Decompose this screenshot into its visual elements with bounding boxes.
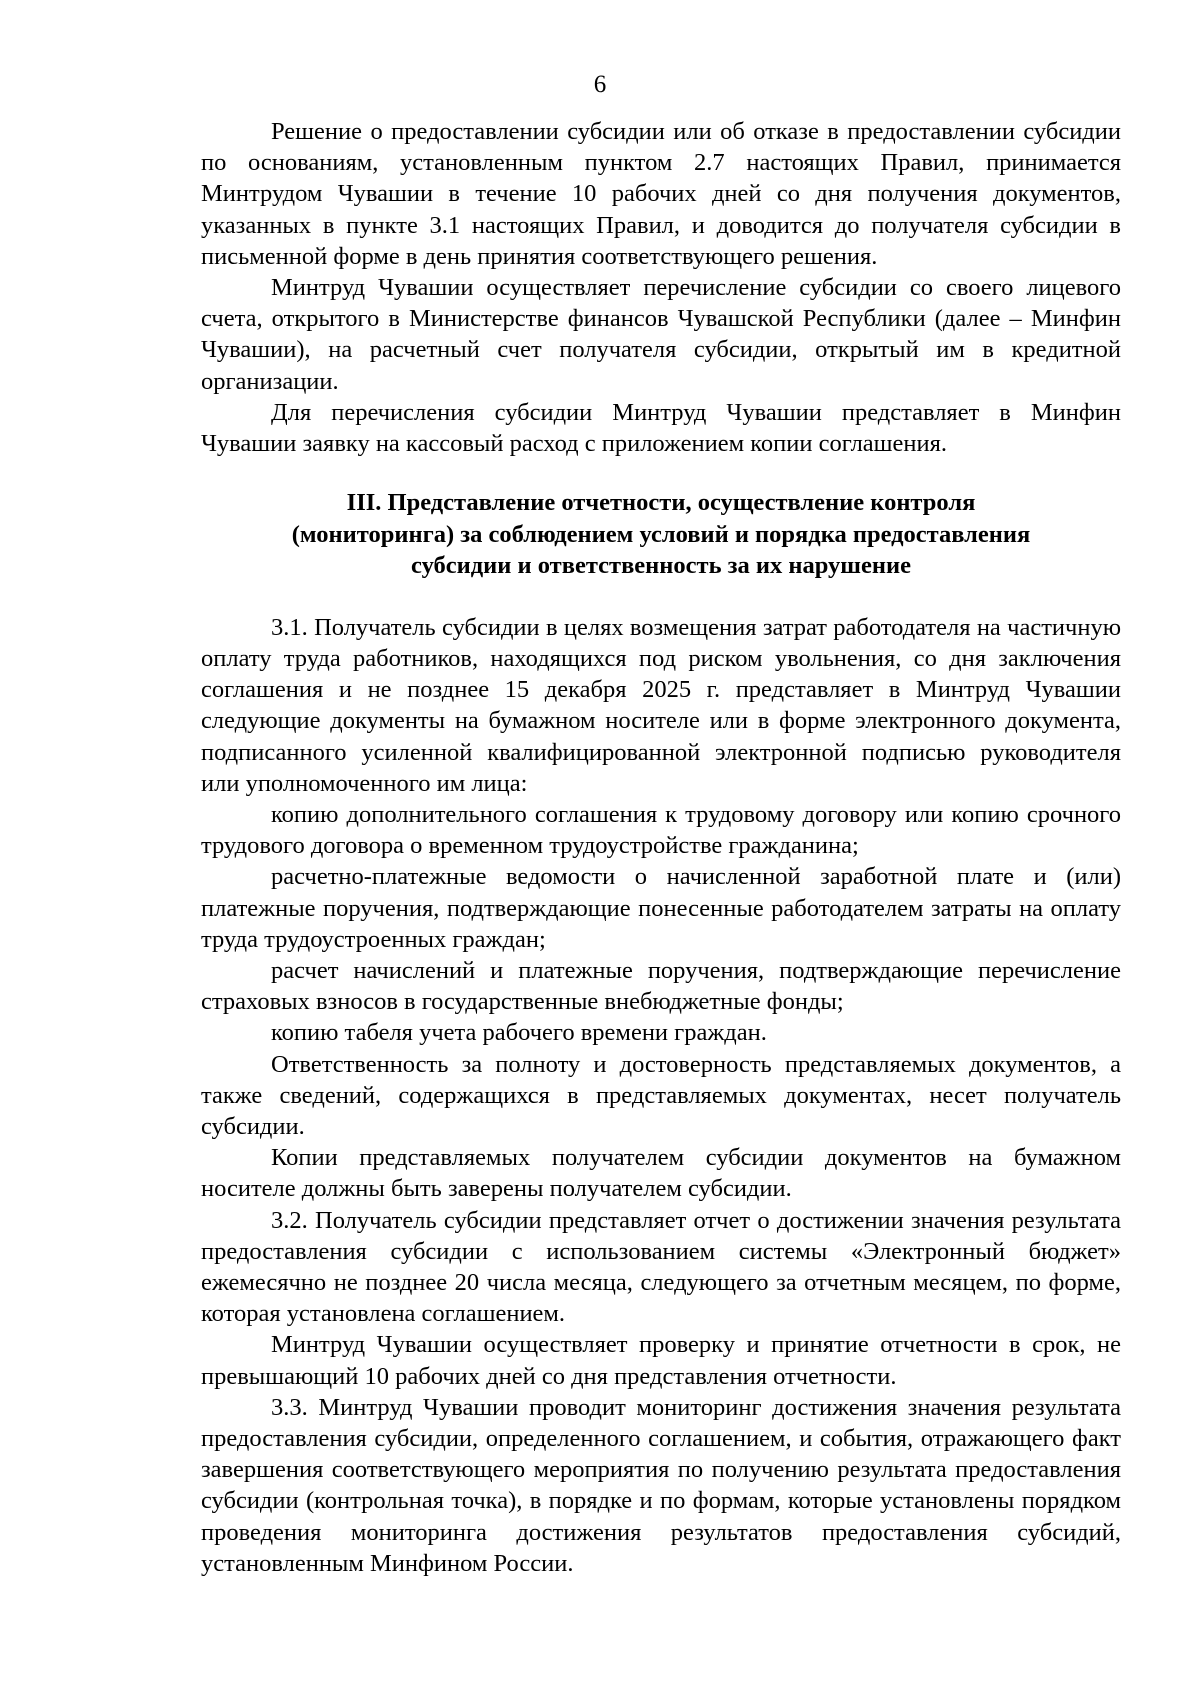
- paragraph-3-1: 3.1. Получатель субсидии в целях возмещения затрат работодателя на частичную оплату труда работников, находящихся под риском увольнения, со дня заключения соглашения и не позднее 15 декабря 2025 г. представляет в Минтруд Чувашии следующие документы на бумажном носителе или в форме электронного документа, подписанного усиленной квалифицированной электронной подписью руководителя или уполномоченного им лица:: [201, 613, 1121, 797]
- list-item-contract-copy: копию дополнительного соглашения к трудовому договору или копию срочного трудового договора о временном трудоустройстве гражданина;: [201, 800, 1121, 860]
- paragraph-3-2: 3.2. Получатель субсидии представляет отчет о достижении значения результата предоставления субсидии с использованием системы «Электронный бюджет» ежемесячно не позднее 20 числа месяца, следующего за отчетным месяцем, по форме, которая установлена соглашением.: [201, 1206, 1121, 1328]
- paragraph-verification: Минтруд Чувашии осуществляет проверку и принятие отчетности в срок, не превышающий 10 рабочих дней со дня представления отчетности.: [201, 1331, 1121, 1390]
- paragraph-responsibility: Ответственность за полноту и достоверность представляемых документов, а также сведений, содержащихся в представляемых документах, несет получатель субсидии.: [201, 1050, 1121, 1140]
- document-body: [201, 116, 1121, 1579]
- section-heading-line-3: субсидии и ответственность за их нарушение: [411, 552, 911, 580]
- section-heading-line-2: (мониторинга) за соблюдением условий и порядка предоставления: [291, 520, 1031, 548]
- paragraph-copies: Копии представляемых получателем субсидии документов на бумажном носителе должны быть заверены получателем субсидии.: [201, 1144, 1121, 1203]
- list-item-payroll: расчетно-платежные ведомости о начисленной заработной плате и (или) платежные поручения, подтверждающие понесенные работодателем затраты на оплату труда трудоустроенных граждан;: [201, 863, 1121, 953]
- list-item-timesheet: копию табеля учета рабочего времени граждан.: [271, 1019, 767, 1047]
- paragraph-3-3: 3.3. Минтруд Чувашии проводит мониторинг достижения значения результата предоставления субсидии, определенного соглашением, и события, отражающего факт завершения соответствующего мероприятия по получению результата предоставления субсидии (контрольная точка), в порядке и по формам, которые установлены порядком проведения мониторинга достижения результатов предоставления субсидий, установленным Минфином России.: [201, 1393, 1121, 1577]
- paragraph-cash-request: Для перечисления субсидии Минтруд Чувашии представляет в Минфин Чувашии заявку на кассовый расход с приложением копии соглашения.: [201, 398, 1121, 458]
- section-heading: [201, 487, 1121, 582]
- section-heading-line-1: III. Представление отчетности, осуществление контроля: [346, 489, 976, 517]
- paragraph-transfer: Минтруд Чувашии осуществляет перечисление субсидии со своего лицевого счета, открытого в Министерстве финансов Чувашской Республики (далее – Минфин Чувашии), на расчетный счет получателя субсидии, открытый им в кредитной организации.: [201, 274, 1121, 395]
- list-item-insurance: расчет начислений и платежные поручения, подтверждающие перечисление страховых взносов в государственные внебюджетные фонды;: [201, 956, 1121, 1016]
- page-number: 6: [593, 71, 607, 98]
- paragraph-decision: Решение о предоставлении субсидии или об отказе в предоставлении субсидии по основаниям, установленным пунктом 2.7 настоящих Правил, принимается Минтрудом Чувашии в течение 10 рабочих дней со дня получения документов, указанных в пункте 3.1 настоящих Правил, и доводится до получателя субсидии в письменной форме в день принятия соответствующего решения.: [201, 118, 1121, 270]
